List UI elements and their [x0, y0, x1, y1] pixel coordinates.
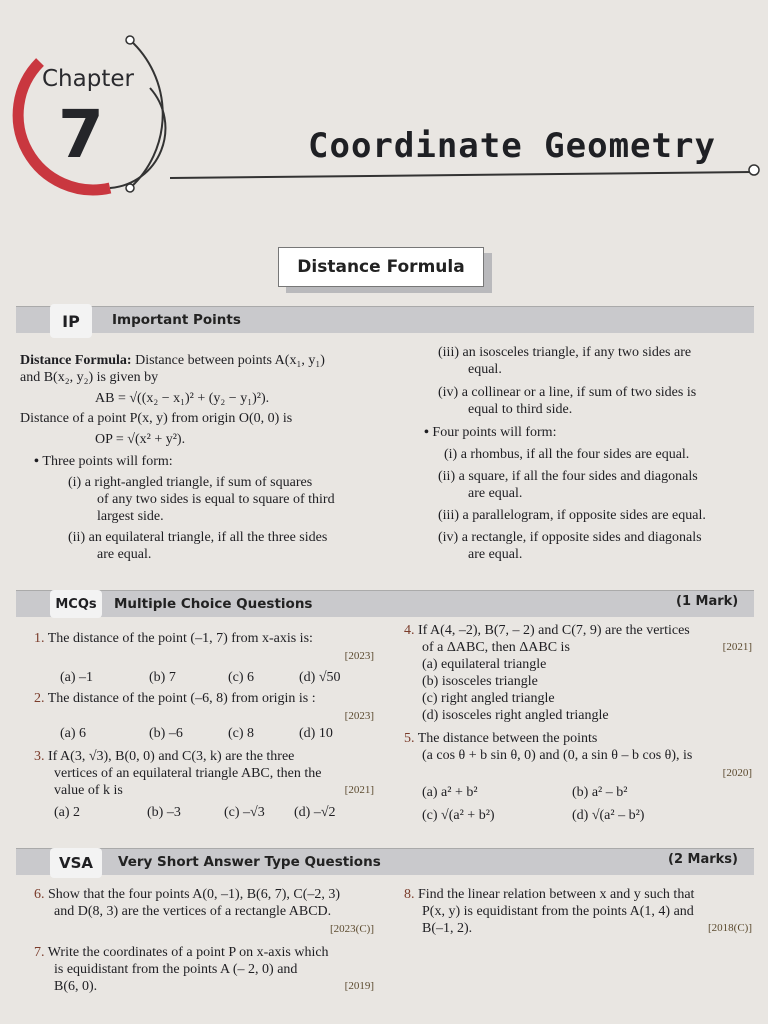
question-7-line: B(6, 0). — [54, 979, 98, 994]
topic-heading: Distance Formula — [278, 247, 484, 287]
option: (d) √(a² – b²) — [572, 808, 645, 823]
ip-text: are equal. — [468, 547, 523, 562]
mcq-title: Multiple Choice Questions — [114, 596, 313, 612]
option: (b) –3 — [147, 805, 181, 820]
ip-text: (ii) a square, if all the four sides and diagonals — [438, 469, 698, 484]
question-5: 5. The distance between the points — [404, 731, 598, 746]
vsa-title: Very Short Answer Type Questions — [118, 854, 381, 870]
bullet: • — [424, 425, 433, 440]
option: (a) equilateral triangle — [422, 657, 547, 672]
ip-text: (iv) a collinear or a line, if sum of two sides is — [438, 385, 697, 400]
chapter-label: Chapter — [42, 66, 134, 92]
ip-text: equal to third side. — [468, 402, 573, 417]
ip-right-column — [424, 344, 758, 563]
question-7-line: is equidistant from the points A (– 2, 0) and — [54, 962, 298, 977]
formula-ab: AB = √((x₂ − x₁)² + (y₂ − y₁)²). — [95, 391, 270, 406]
ip-text: (i) a rhombus, if all the four sides are equal. — [444, 447, 690, 462]
question-3-line: value of k is — [54, 783, 123, 798]
vsa-right-column — [404, 886, 752, 937]
year-ref: [2023(C)] — [330, 923, 374, 935]
option: (d) isosceles right angled triangle — [422, 708, 609, 723]
year-ref: [2019] — [344, 980, 374, 992]
mcq-right-column — [404, 622, 752, 824]
question-8: 8. Find the linear relation between x and y such that — [404, 887, 695, 902]
option: (b) isosceles triangle — [422, 674, 538, 689]
option: (c) √(a² + b²) — [422, 808, 495, 823]
formula-op: OP = √(x² + y²). — [95, 432, 186, 447]
question-5-line: (a cos θ + b sin θ, 0) and (0, a sin θ – b cos θ), is — [422, 748, 693, 763]
ip-text: (iii) a parallelogram, if opposite sides are equal. — [438, 508, 706, 523]
question-8-line: B(–1, 2). — [422, 921, 473, 936]
mcq-badge: MCQs — [50, 590, 102, 618]
ip-text: are equal. — [468, 486, 523, 501]
ip-text: (iv) a rectangle, if opposite sides and diagonals — [438, 530, 702, 545]
ip-badge: IP — [50, 304, 92, 338]
option: (b) a² – b² — [572, 785, 628, 800]
option: (a) 6 — [60, 726, 87, 741]
ip-left-column — [20, 352, 390, 563]
ip-text: (iii) an isosceles triangle, if any two sides are — [438, 345, 692, 360]
ip-text: and B(x₂, y₂) is given by — [20, 370, 159, 385]
option: (c) –√3 — [224, 805, 265, 820]
option: (a) a² + b² — [422, 785, 478, 800]
ip-text: of any two sides is equal to square of third — [97, 492, 335, 507]
year-ref: [2020] — [722, 767, 752, 779]
question-4-line: of a ΔABC, then ΔABC is — [422, 640, 570, 655]
mcq-marks: (1 Mark) — [676, 594, 739, 609]
question-6-line: and D(8, 3) are the vertices of a rectangle ABCD. — [54, 904, 332, 919]
option: (c) 6 — [228, 670, 255, 685]
vsa-badge: VSA — [50, 848, 102, 878]
option: (c) right angled triangle — [422, 691, 555, 706]
chapter-number: 7 — [58, 96, 104, 173]
option: (a) 2 — [54, 805, 81, 820]
option: (d) –√2 — [294, 805, 336, 820]
four-points-heading: Four points will form: — [432, 425, 557, 440]
question-6: 6. Show that the four points A(0, –1), B(6, 7), C(–2, 3) — [34, 887, 341, 902]
ip-text: (i) a right-angled triangle, if sum of squares — [68, 475, 313, 490]
ip-text: (ii) an equilateral triangle, if all the three sides — [68, 530, 328, 545]
ip-title: Important Points — [112, 312, 241, 328]
option: (d) √50 — [299, 670, 341, 685]
year-ref: [2023] — [344, 650, 374, 662]
option: (d) 10 — [299, 726, 333, 741]
three-points-heading: Three points will form: — [42, 454, 173, 469]
ip-text: are equal. — [97, 547, 152, 562]
bullet: • — [34, 454, 43, 469]
ip-text: Distance of a point P(x, y) from origin O(0, 0) is — [20, 411, 293, 426]
question-4: 4. If A(4, –2), B(7, – 2) and C(7, 9) are the vertices — [404, 623, 690, 638]
option: (a) –1 — [60, 670, 94, 685]
option: (b) 7 — [149, 670, 176, 685]
distance-formula-label: Distance Formula: — [20, 353, 132, 368]
vsa-left-column — [34, 886, 374, 995]
ip-text: largest side. — [97, 509, 164, 524]
mcq-left-column — [34, 630, 374, 821]
ip-text: Distance between points A(x₁, y₁) — [131, 353, 325, 368]
ip-text: equal. — [468, 362, 502, 377]
question-8-line: P(x, y) is equidistant from the points A(1, 4) and — [422, 904, 694, 919]
year-ref: [2018(C)] — [708, 922, 752, 934]
question-3-line: vertices of an equilateral triangle ABC, then the — [54, 766, 322, 781]
option: (b) –6 — [149, 726, 183, 741]
vsa-marks: (2 Marks) — [668, 852, 738, 867]
question-7: 7. Write the coordinates of a point P on x-axis which — [34, 945, 329, 960]
year-ref: [2023] — [344, 710, 374, 722]
option: (c) 8 — [228, 726, 255, 741]
question-2: 2. The distance of the point (–6, 8) from origin is : — [34, 691, 316, 706]
year-ref: [2021] — [722, 641, 752, 653]
year-ref: [2021] — [344, 784, 374, 796]
chapter-title: Coordinate Geometry — [308, 126, 716, 166]
question-3: 3. If A(3, √3), B(0, 0) and C(3, k) are the three — [34, 749, 295, 764]
question-1: 1. The distance of the point (–1, 7) from x-axis is: — [34, 631, 313, 646]
chapter-emblem — [0, 0, 768, 200]
